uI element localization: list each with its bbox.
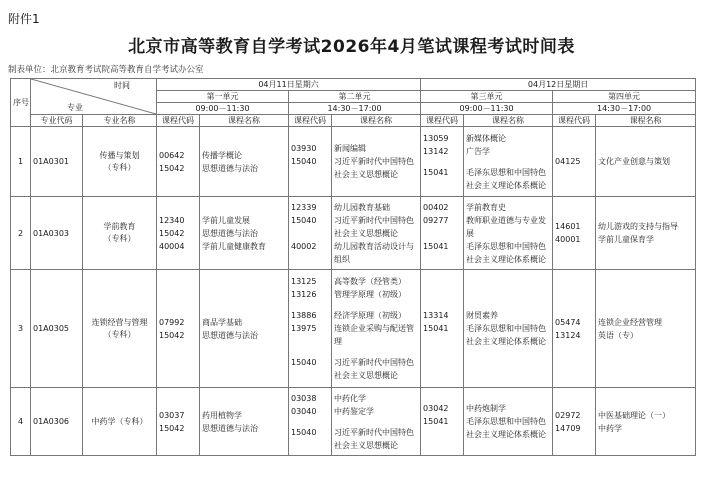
course-code: 02972 (555, 410, 581, 420)
course-code: 12340 (159, 215, 185, 225)
course-code-cell (289, 197, 332, 270)
annex-label: 附件1 (8, 12, 40, 26)
table-row (11, 388, 696, 456)
course-code: 13126 (291, 290, 317, 299)
course-code: 00402 (423, 202, 449, 212)
major-name-line: （专科） (103, 329, 136, 339)
course-code-cell (421, 127, 464, 197)
course-code: 15040 (291, 427, 317, 437)
course-name-cell (596, 388, 696, 456)
course-code-cell (157, 270, 200, 388)
course-code: 13059 (423, 133, 449, 143)
course-code-cell (289, 127, 332, 197)
header-time-4: 14:30－17:00 (553, 103, 696, 115)
major-name (83, 270, 157, 388)
row-seq: 4 (11, 388, 31, 456)
course-code-cell (289, 388, 332, 456)
course-name: 管理学原理（初级） (334, 290, 406, 299)
row-seq: 1 (11, 127, 31, 197)
course-code-cell (553, 270, 596, 388)
course-code: 04125 (555, 157, 581, 166)
header-time-1: 09:00－11:30 (157, 103, 289, 115)
course-name-cell (332, 388, 421, 456)
course-code: 15042 (159, 330, 185, 340)
table-row (11, 127, 696, 197)
course-name: 思想道德与法治 (202, 423, 258, 433)
course-name: 广告学 (466, 146, 491, 156)
course-code: 03042 (423, 404, 449, 413)
course-name: 思想道德与法治 (202, 228, 258, 238)
course-name-cell (596, 270, 696, 388)
course-code: 15041 (423, 324, 449, 333)
header-unit-1: 第一单元 (157, 91, 289, 103)
course-name: 学前儿童健康教育 (202, 241, 266, 251)
header-time-2: 14:30－17:00 (289, 103, 421, 115)
course-name: 习近平新时代中国特色社会主义思想概论 (334, 215, 414, 238)
course-code-cell (157, 127, 200, 197)
header-course-name: 课程名称 (596, 115, 696, 127)
course-name: 学前儿童发展 (202, 215, 250, 225)
course-code: 15040 (291, 157, 317, 166)
course-code: 15042 (159, 423, 185, 433)
course-name: 高等数学（经管类） (334, 277, 406, 286)
course-code: 00642 (159, 150, 185, 160)
course-name-cell (332, 270, 421, 388)
course-name-cell (464, 197, 553, 270)
course-name-cell (332, 197, 421, 270)
course-code: 40002 (291, 241, 317, 251)
major-code: 01A0306 (31, 388, 83, 456)
major-name-line: 学前教育 (103, 222, 136, 231)
course-code: 40001 (555, 235, 581, 244)
course-code: 03038 (291, 393, 317, 403)
major-name-line: 传播与策划 (99, 150, 140, 160)
major-name-line: （专科） (103, 234, 136, 243)
table-row (11, 197, 696, 270)
course-code-cell (553, 197, 596, 270)
course-name-cell (464, 127, 553, 197)
course-code: 03930 (291, 144, 317, 153)
course-name-cell (596, 127, 696, 197)
course-name: 商品学基础 (202, 317, 242, 327)
course-code: 13124 (555, 330, 581, 340)
course-name-cell (200, 270, 289, 388)
major-code: 01A0301 (31, 127, 83, 197)
course-name: 中药炮制学 (466, 404, 507, 413)
page-title: 北京市高等教育自学考试2026年4月笔试课程考试时间表 (128, 37, 575, 57)
header-unit-4: 第四单元 (553, 91, 696, 103)
course-code: 13886 (291, 311, 317, 320)
course-name: 财贸素养 (466, 311, 499, 320)
major-name (83, 197, 157, 270)
course-code: 07992 (159, 317, 185, 327)
header-course-code: 课程代码 (289, 115, 332, 127)
header-course-name: 课程名称 (332, 115, 421, 127)
course-code: 03037 (159, 410, 185, 420)
header-unit-3: 第三单元 (421, 91, 553, 103)
header-course-code: 课程代码 (157, 115, 200, 127)
course-code-cell (157, 388, 200, 456)
header-seq: 序号 (11, 79, 31, 127)
course-code: 15040 (291, 358, 317, 367)
major-name-line: 连锁经营与管理 (91, 317, 148, 327)
header-time-3: 09:00－11:30 (421, 103, 553, 115)
header-course-code: 课程代码 (553, 115, 596, 127)
course-name: 英语（专） (598, 330, 639, 340)
course-name: 新媒体概论 (466, 133, 507, 143)
course-name: 传播学概论 (202, 150, 242, 160)
course-name: 连锁企业经营管理 (598, 317, 663, 327)
issuer-line: 制表单位：北京教育考试院高等教育自学考试办公室 (8, 65, 204, 75)
course-code: 15042 (159, 163, 185, 173)
row-seq: 2 (11, 197, 31, 270)
course-code-cell (157, 197, 200, 270)
course-name-cell (464, 270, 553, 388)
row-seq: 3 (11, 270, 31, 388)
course-name: 思想道德与法治 (202, 330, 258, 340)
course-name: 药用植物学 (202, 410, 242, 420)
course-name: 毛泽东思想和中国特色社会主义理论体系概论 (466, 417, 547, 439)
course-code: 14709 (555, 423, 581, 433)
course-code: 09277 (423, 215, 449, 225)
course-name: 中医基础理论（一） (598, 410, 671, 420)
course-name: 文化产业创意与策划 (598, 157, 671, 166)
major-name (83, 388, 157, 456)
course-name: 习近平新时代中国特色社会主义思想概论 (334, 157, 414, 179)
course-name: 中药鉴定学 (334, 406, 374, 416)
course-name: 幼儿园教育活动设计与组织 (334, 241, 414, 264)
header-major-name: 专业名称 (83, 115, 157, 127)
course-name: 毛泽东思想和中国特色社会主义理论体系概论 (466, 324, 547, 346)
course-name-cell (200, 388, 289, 456)
course-name: 习近平新时代中国特色社会主义思想概论 (334, 358, 414, 380)
course-name: 经济学原理（初级） (334, 311, 406, 320)
course-name-cell (596, 197, 696, 270)
course-name: 学前儿童保育学 (598, 235, 655, 244)
course-code: 15041 (423, 241, 449, 251)
course-name: 新闻编辑 (334, 144, 366, 153)
course-code: 40004 (159, 241, 185, 251)
course-name-cell (332, 127, 421, 197)
header-unit-2: 第二单元 (289, 91, 421, 103)
course-name-cell (200, 197, 289, 270)
course-name: 教师职业道德与专业发展 (466, 215, 547, 238)
course-code: 15041 (423, 417, 449, 426)
course-name: 连锁企业采购与配送管理 (334, 324, 414, 346)
header-time-label: 时间 (114, 81, 130, 90)
course-name-cell (200, 127, 289, 197)
header-major-label: 专业 (67, 103, 83, 112)
course-code-cell (421, 270, 464, 388)
course-code: 15041 (423, 167, 449, 177)
major-code: 01A0305 (31, 270, 83, 388)
major-name-line: 中药学（专科） (91, 416, 148, 426)
course-code-cell (553, 127, 596, 197)
course-code: 15042 (159, 228, 185, 238)
course-name-cell (464, 388, 553, 456)
course-name: 毛泽东思想和中国特色社会主义理论体系概论 (466, 241, 547, 264)
course-code: 13975 (291, 324, 317, 333)
major-code: 01A0303 (31, 197, 83, 270)
course-code-cell (289, 270, 332, 388)
course-code-cell (421, 388, 464, 456)
course-code: 05474 (555, 317, 581, 327)
course-code: 13142 (423, 146, 449, 156)
course-name: 学前教育史 (466, 202, 507, 212)
header-course-name: 课程名称 (200, 115, 289, 127)
course-code: 15040 (291, 215, 317, 225)
table-row (11, 270, 696, 388)
course-name: 毛泽东思想和中国特色社会主义理论体系概论 (466, 167, 547, 190)
course-code-cell (421, 197, 464, 270)
course-code: 03040 (291, 406, 317, 416)
course-name: 习近平新时代中国特色社会主义思想概论 (334, 427, 414, 450)
header-major-code: 专业代码 (31, 115, 83, 127)
course-name: 幼儿游戏的支持与指导 (598, 222, 679, 231)
course-name: 中药化学 (334, 393, 366, 403)
header-corner (31, 79, 157, 115)
header-date-1: 04月11日星期六 (157, 79, 421, 91)
course-name: 思想道德与法治 (202, 163, 258, 173)
exam-schedule-table (10, 78, 696, 456)
course-code: 12339 (291, 202, 317, 212)
course-code: 14601 (555, 222, 581, 231)
major-name (83, 127, 157, 197)
header-course-name: 课程名称 (464, 115, 553, 127)
header-course-code: 课程代码 (421, 115, 464, 127)
course-code: 13125 (291, 277, 317, 286)
course-name: 幼儿园教育基础 (334, 202, 390, 212)
major-name-line: （专科） (103, 162, 136, 172)
course-code: 13314 (423, 311, 449, 320)
header-date-2: 04月12日星期日 (421, 79, 696, 91)
course-code-cell (553, 388, 596, 456)
course-name: 中药学 (598, 423, 623, 433)
